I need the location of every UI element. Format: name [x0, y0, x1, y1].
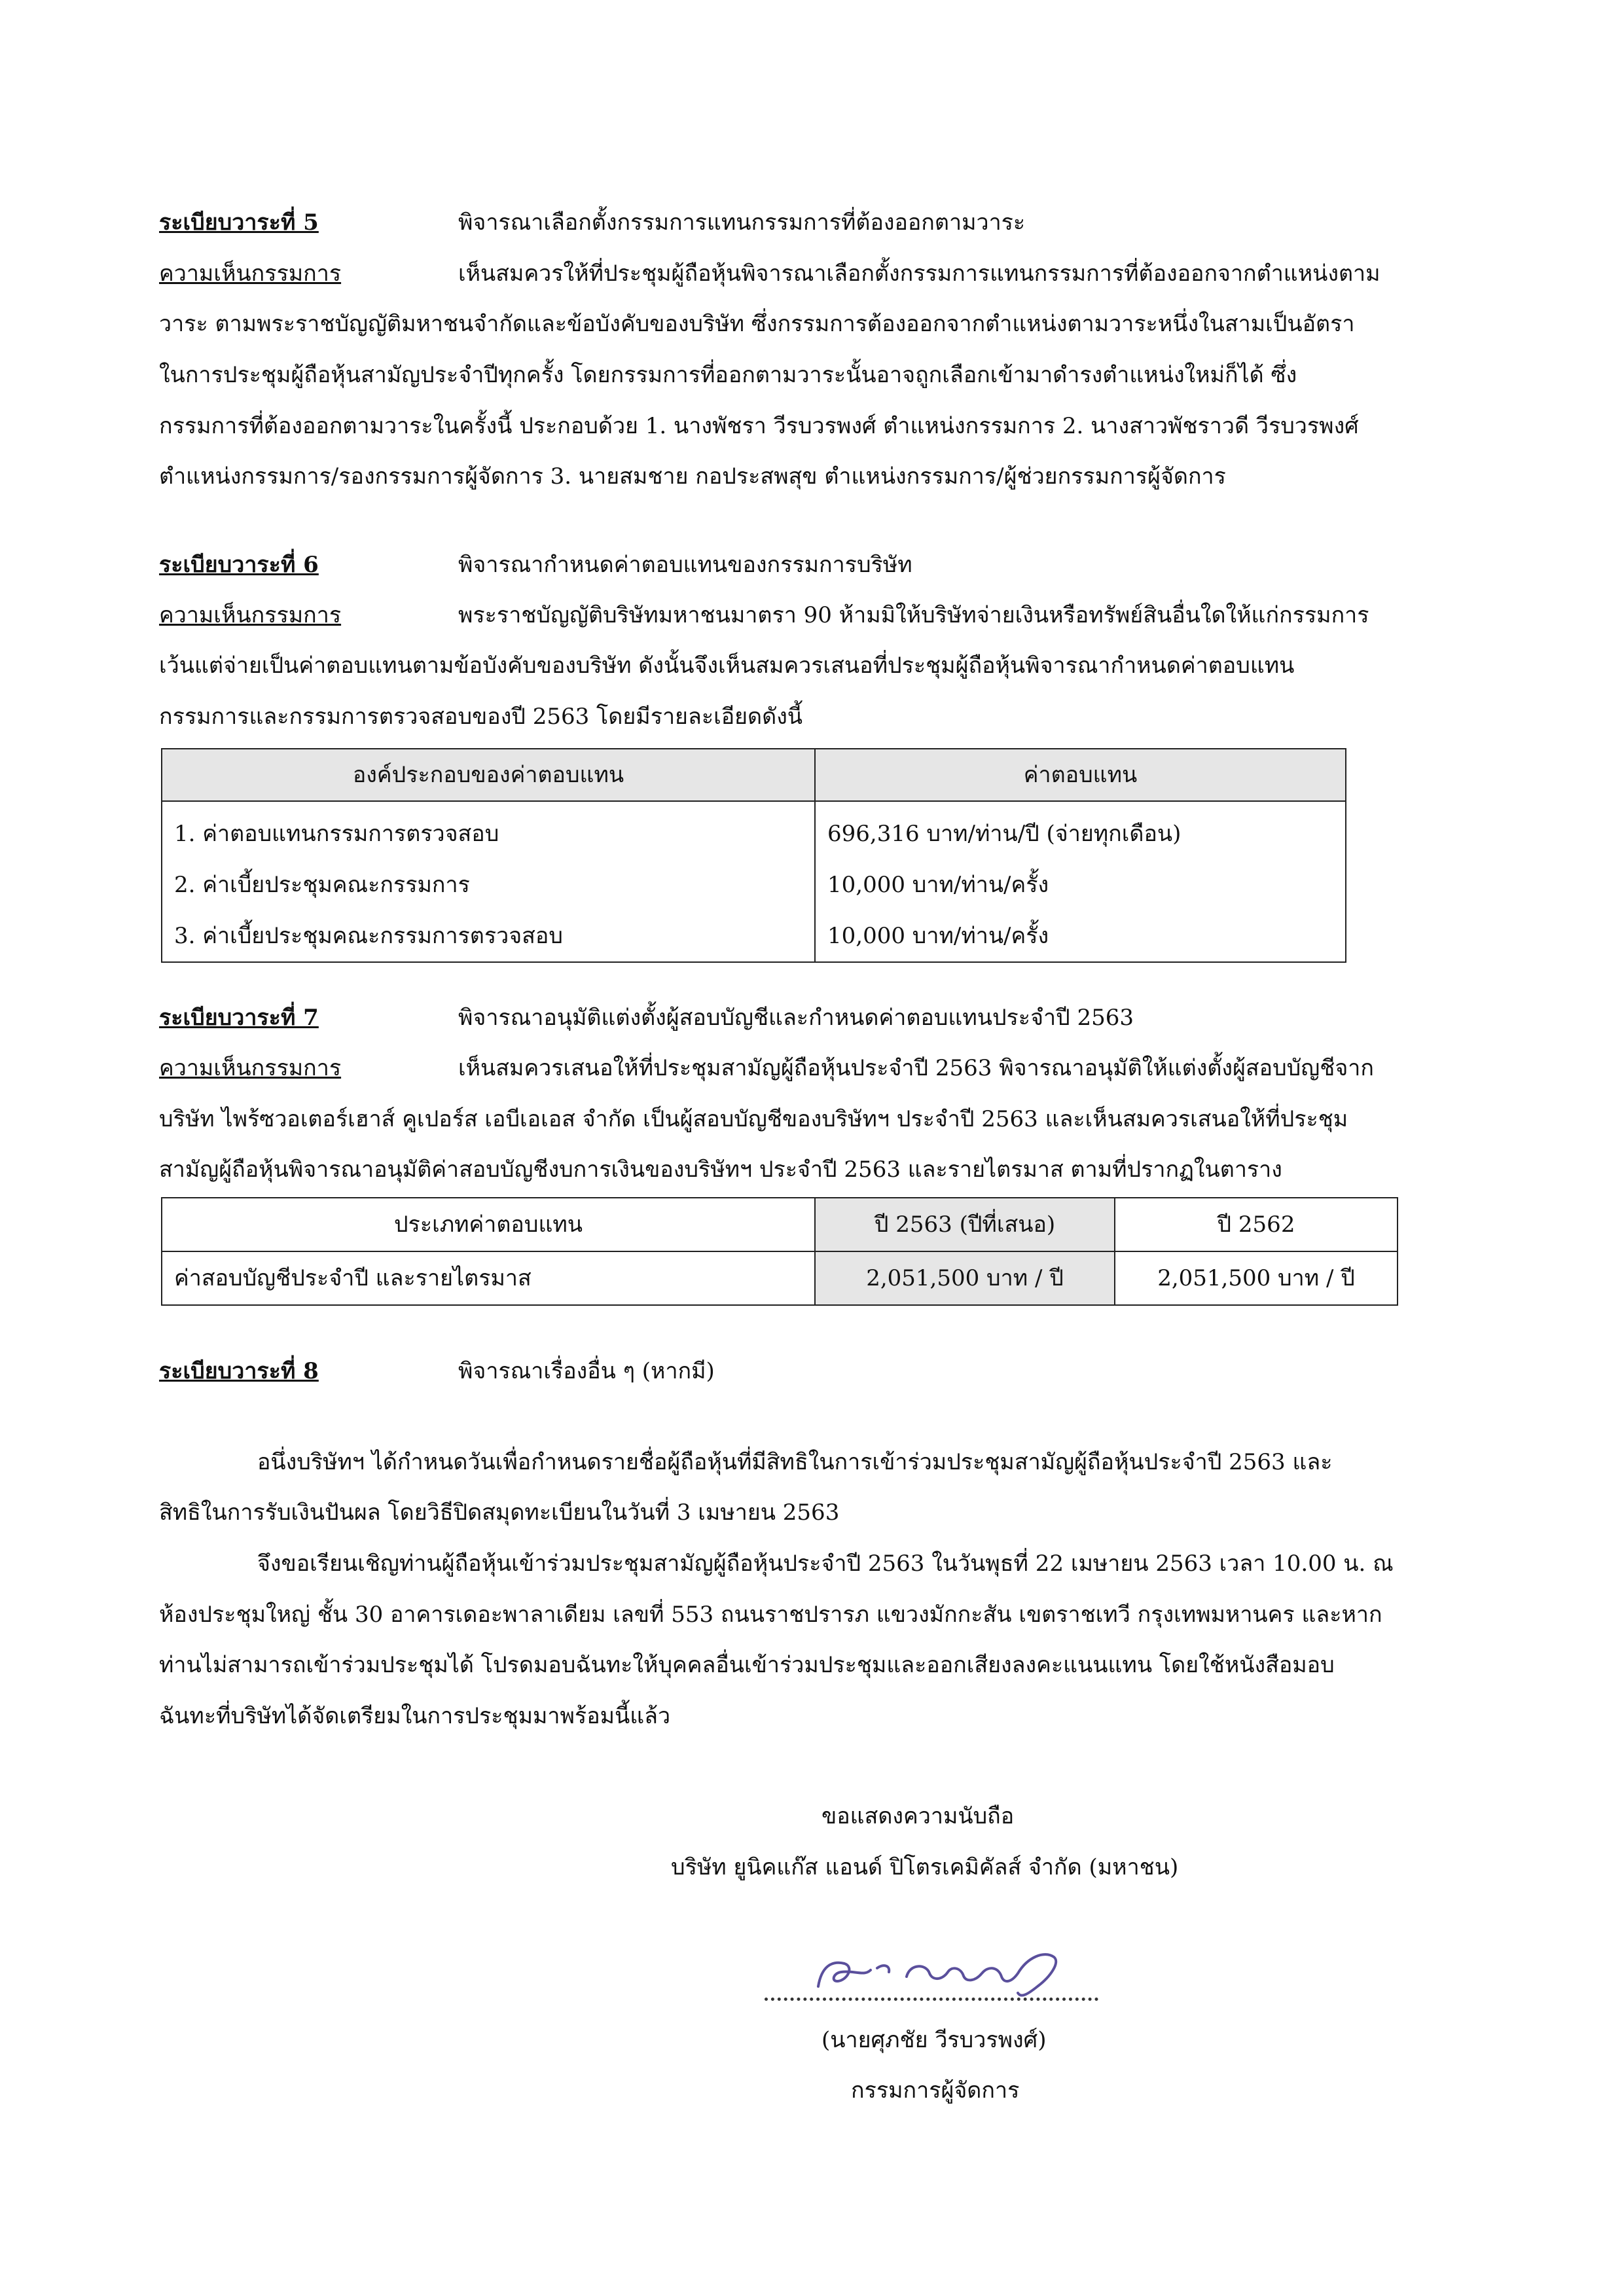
agenda-7-label: ระเบียบวาระที่ 7 — [159, 1005, 319, 1031]
invitation-line: จึงขอเรียนเชิญท่านผู้ถือหุ้นเข้าร่วมประชุมสามัญผู้ถือหุ้นประจำปี 2563 ในวันพุธที่ 22 เมษายน 2563 เวลา 10.00 น. ณ — [257, 1551, 1394, 1577]
agenda-6-label: ระเบียบวาระที่ 6 — [159, 552, 319, 578]
table-row — [162, 1251, 1398, 1305]
invitation-line: ห้องประชุมใหญ่ ชั้น 30 อาคารเดอะพาลาเดียม เลขที่ 553 ถนนราชปรารภ แขวงมักกะสัน เขตราชเทวี กรุงเทพมหานคร และหาก — [159, 1602, 1382, 1628]
table-cell: 2,051,500 บาท / ปี — [815, 1251, 1115, 1305]
agenda-5-label: ระเบียบวาระที่ 5 — [159, 209, 319, 236]
table-cell: ค่าสอบบัญชีประจำปี และรายไตรมาส — [162, 1251, 815, 1305]
agenda-7-opinion-label: ความเห็นกรรมการ — [159, 1055, 342, 1081]
agenda-7-opinion-line: เห็นสมควรเสนอให้ที่ประชุมสามัญผู้ถือหุ้นประจำปี 2563 พิจารณาอนุมัติให้แต่งตั้งผู้สอบบัญชีจาก — [458, 1055, 1374, 1081]
table-cell: 10,000 บาท/ท่าน/ครั้ง — [815, 910, 1346, 962]
table-cell: 2,051,500 บาท / ปี — [1115, 1251, 1398, 1305]
agenda-7-opinion-line: สามัญผู้ถือหุ้นพิจารณาอนุมัติค่าสอบบัญชีงบการเงินของบริษัทฯ ประจำปี 2563 และรายไตรมาส ตามที่ปรากฏในตาราง — [159, 1157, 1282, 1183]
agenda-5-opinion-line: วาระ ตามพระราชบัญญัติมหาชนจำกัดและข้อบังคับของบริษัท ซึ่งกรรมการต้องออกจากตำแหน่งตามวาระหนึ่งในสามเป็นอัตรา — [159, 311, 1355, 337]
invitation-line: ท่านไม่สามารถเข้าร่วมประชุมได้ โปรดมอบฉันทะให้บุคคลอื่นเข้าร่วมประชุมและออกเสียงลงคะแนนแทน โดยใช้หนังสือมอบ — [159, 1652, 1335, 1678]
table-header: ปี 2562 — [1115, 1198, 1398, 1251]
agenda-7-opinion-line: บริษัท ไพร้ซวอเตอร์เฮาส์ คูเปอร์ส เอบีเอเอส จำกัด เป็นผู้สอบบัญชีของบริษัทฯ ประจำปี 2563 และเห็นสมควรเสนอให้ที่ประชุม — [159, 1106, 1348, 1132]
table-header: องค์ประกอบของค่าตอบแทน — [162, 749, 815, 801]
table-row — [162, 859, 1346, 910]
table-cell: 1. ค่าตอบแทนกรรมการตรวจสอบ — [162, 801, 815, 859]
invitation-line: ฉันทะที่บริษัทได้จัดเตรียมในการประชุมมาพร้อมนี้แล้ว — [159, 1703, 671, 1729]
agenda-8-label: ระเบียบวาระที่ 8 — [159, 1358, 319, 1384]
table-row — [162, 801, 1346, 859]
director-remuneration-table — [161, 748, 1346, 963]
agenda-6-opinion-line: เว้นแต่จ่ายเป็นค่าตอบแทนตามข้อบังคับของบริษัท ดังนั้นจึงเห็นสมควรเสนอที่ประชุมผู้ถือหุ้นพิจารณากำหนดค่าตอบแทน — [159, 653, 1295, 679]
agenda-5-opinion-label: ความเห็นกรรมการ — [159, 260, 342, 287]
agenda-5-opinion-line: กรรมการที่ต้องออกตามวาระในครั้งนี้ ประกอบด้วย 1. นางพัชรา วีรบวรพงศ์ ตำแหน่งกรรมการ 2. นางสาวพัชราวดี วีรบวรพงศ์ — [159, 413, 1359, 439]
agenda-5-opinion-line: ในการประชุมผู้ถือหุ้นสามัญประจำปีทุกครั้ง โดยกรรมการที่ออกตามวาระนั้นอาจถูกเลือกเข้ามาดำรงตำแหน่งใหม่ก็ได้ ซึ่ง — [159, 362, 1297, 388]
agenda-6-title: พิจารณากำหนดค่าตอบแทนของกรรมการบริษัท — [458, 552, 912, 578]
table-header: ปี 2563 (ปีที่เสนอ) — [815, 1198, 1115, 1251]
table-header: ค่าตอบแทน — [815, 749, 1346, 801]
agenda-6-opinion-line: พระราชบัญญัติบริษัทมหาชนมาตรา 90 ห้ามมิให้บริษัทจ่ายเงินหรือทรัพย์สินอื่นใดให้แก่กรรมการ — [458, 602, 1369, 628]
notice-line: อนึ่งบริษัทฯ ได้กำหนดวันเพื่อกำหนดรายชื่อผู้ถือหุ้นที่มีสิทธิในการเข้าร่วมประชุมสามัญผู้ถือหุ้นประจำปี 2563 และ — [257, 1449, 1333, 1475]
agenda-5-opinion-line: เห็นสมควรให้ที่ประชุมผู้ถือหุ้นพิจารณาเลือกตั้งกรรมการแทนกรรมการที่ต้องออกจากตำแหน่งตาม — [458, 260, 1380, 287]
agenda-7-title: พิจารณาอนุมัติแต่งตั้งผู้สอบบัญชีและกำหนดค่าตอบแทนประจำปี 2563 — [458, 1005, 1134, 1031]
table-cell: 2. ค่าเบี้ยประชุมคณะกรรมการ — [162, 859, 815, 910]
table-cell: 3. ค่าเบี้ยประชุมคณะกรรมการตรวจสอบ — [162, 910, 815, 962]
signer-position: กรรมการผู้จัดการ — [851, 2077, 1020, 2104]
audit-fee-table — [161, 1197, 1398, 1306]
handwritten-signature — [792, 1941, 1100, 2003]
agenda-8-title: พิจารณาเรื่องอื่น ๆ (หากมี) — [458, 1358, 715, 1384]
signature-dotted-line — [765, 1998, 1098, 2001]
agenda-5-title: พิจารณาเลือกตั้งกรรมการแทนกรรมการที่ต้องออกตามวาระ — [458, 209, 1026, 236]
agenda-6-opinion-label: ความเห็นกรรมการ — [159, 602, 342, 628]
table-cell: 10,000 บาท/ท่าน/ครั้ง — [815, 859, 1346, 910]
closing-company: บริษัท ยูนิคแก๊ส แอนด์ ปิโตรเคมิคัลส์ จำกัด (มหาชน) — [671, 1854, 1179, 1880]
table-header: ประเภทค่าตอบแทน — [162, 1198, 815, 1251]
agenda-6-opinion-line: กรรมการและกรรมการตรวจสอบของปี 2563 โดยมีรายละเอียดดังนี้ — [159, 704, 803, 730]
closing-regards: ขอแสดงความนับถือ — [821, 1803, 1015, 1829]
table-row — [162, 910, 1346, 962]
table-cell: 696,316 บาท/ท่าน/ปี (จ่ายทุกเดือน) — [815, 801, 1346, 859]
signer-name: (นายศุภชัย วีรบวรพงศ์) — [821, 2027, 1047, 2053]
agenda-5-opinion-line: ตำแหน่งกรรมการ/รองกรรมการผู้จัดการ 3. นายสมชาย กอประสพสุข ตำแหน่งกรรมการ/ผู้ช่วยกรรมการผู้จัดการ — [159, 463, 1226, 490]
notice-line: สิทธิในการรับเงินปันผล โดยวิธีปิดสมุดทะเบียนในวันที่ 3 เมษายน 2563 — [159, 1499, 840, 1526]
